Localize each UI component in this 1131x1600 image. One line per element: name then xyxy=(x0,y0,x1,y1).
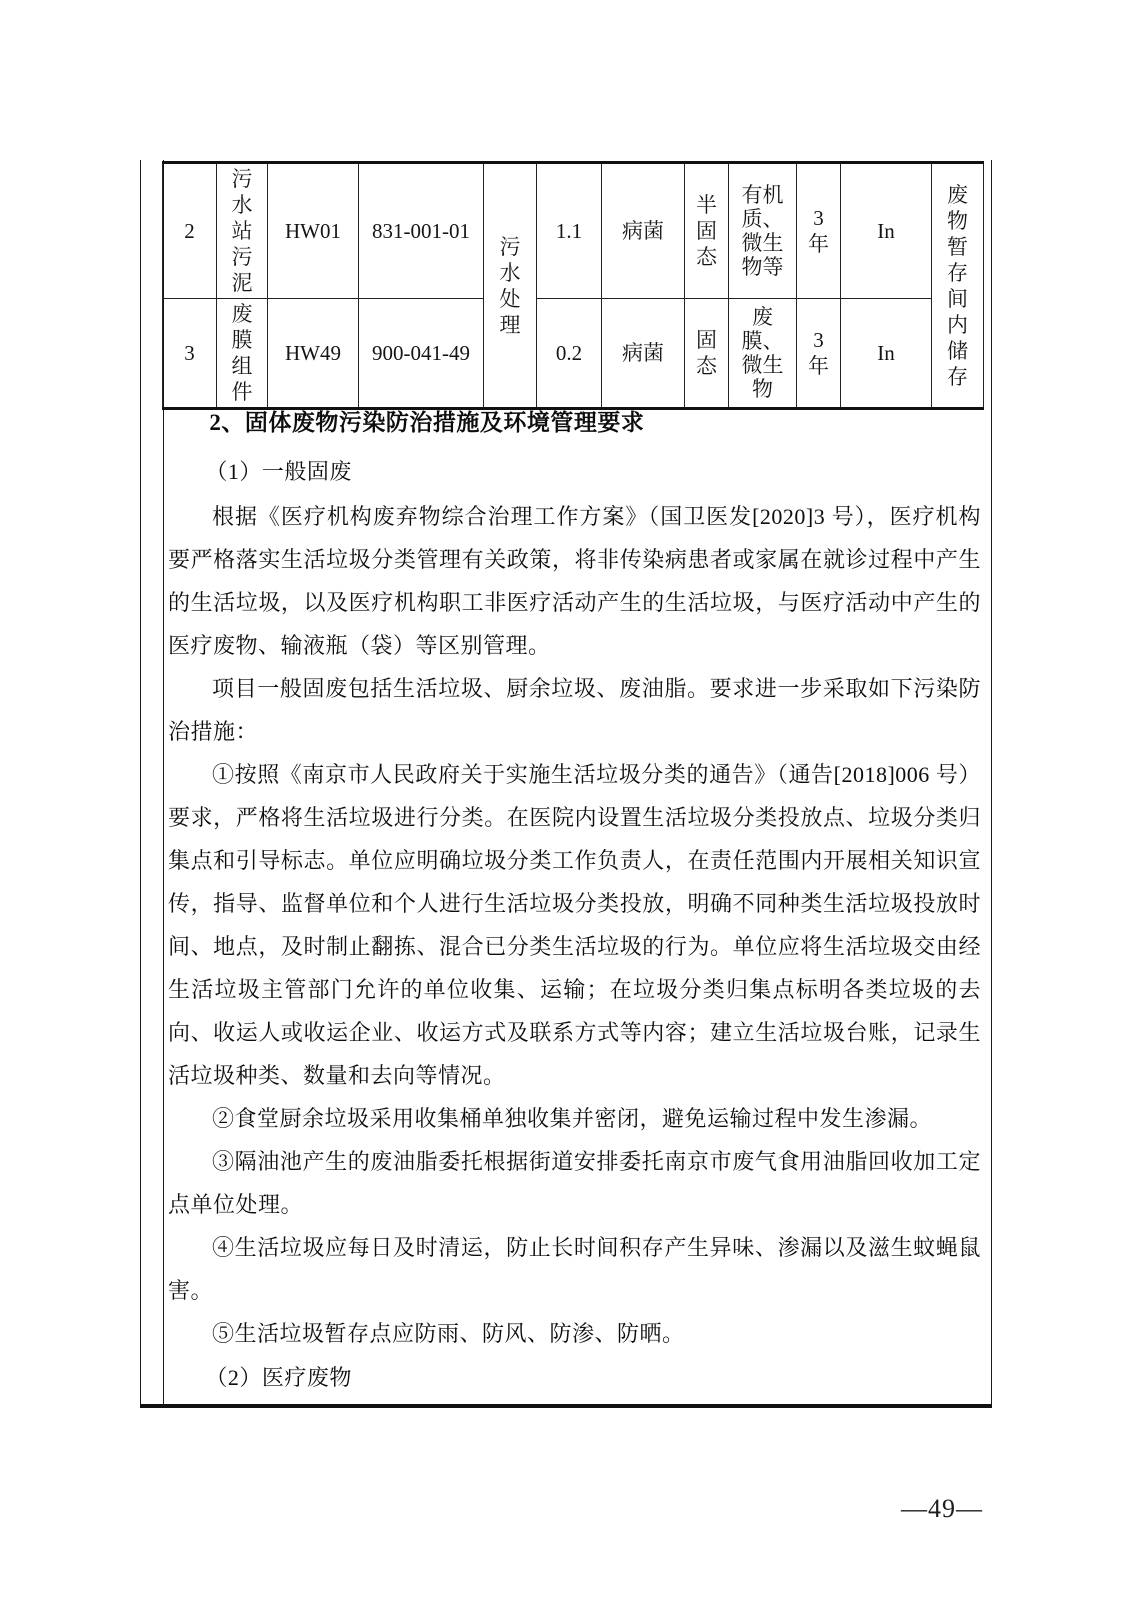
row3-amount-cell: 0.2 xyxy=(537,299,602,409)
disposal-merged-cell xyxy=(932,163,984,409)
row2-waste-name-cell xyxy=(217,163,268,299)
waste-name-text: 废膜组件 xyxy=(231,302,253,404)
table-row xyxy=(163,163,984,299)
period-text: 3年 xyxy=(808,328,829,378)
row3-waste-code-cell: 900-041-49 xyxy=(359,299,484,409)
paragraph-measure-1: ①按照《南京市人民政府关于实施生活垃圾分类的通告》（通告[2018]006 号）要求，严格将生活垃圾进行分类。在医院内设置生活垃圾分类投放点、垃圾分类归集点和引导标志。单位应明确垃圾分类工作负责人，在责任范围内开展相关知识宣传，指导、监督单位和个人进行生活垃圾分类投放，明确不同种类生活垃圾投放时间、地点，及时制止翻拣、混合已分类生活垃圾的行为。单位应将生活垃圾交由经生活垃圾主管部门允许的单位收集、运输；在垃圾分类归集点标明各类垃圾的去向、收运人或收运企业、收运方式及联系方式等内容；建立生活垃圾台账，记录生活垃圾种类、数量和去向等情况。 xyxy=(168,762,981,1088)
state-text: 半固态 xyxy=(696,193,717,269)
row2-period-cell xyxy=(797,163,841,299)
row3-number-cell: 3 xyxy=(163,299,217,409)
subsection-2-title: （2）医疗废物 xyxy=(205,1365,352,1390)
paragraph-general-waste-types: 项目一般固废包括生活垃圾、厨余垃圾、废油脂。要求进一步采取如下污染防治措施： xyxy=(168,676,981,744)
hazardous-waste-table xyxy=(162,161,984,410)
source-merged-cell xyxy=(484,163,537,409)
composition-text: 有机质、微生物等 xyxy=(741,183,784,279)
row2-composition-cell xyxy=(729,163,797,299)
subsection-1-title: （1）一般固废 xyxy=(205,459,352,484)
row3-unit-cell: In xyxy=(841,299,932,409)
page-number: —49— xyxy=(901,1494,983,1523)
body-text-area xyxy=(168,392,981,1401)
paragraph-measure-3: ③隔油池产生的废油脂委托根据街道安排委托南京市废气食用油脂回收加工定点单位处理。 xyxy=(168,1149,981,1217)
row3-hazard-cell: 病菌 xyxy=(602,299,685,409)
row2-state-cell xyxy=(685,163,729,299)
disposal-text: 废物暂存间内储存 xyxy=(947,182,968,389)
paragraph-measure-5: ⑤生活垃圾暂存点应防雨、防风、防渗、防晒。 xyxy=(212,1321,685,1346)
paragraph-measure-4: ④生活垃圾应每日及时清运，防止长时间积存产生异味、渗漏以及滋生蚊蝇鼠害。 xyxy=(168,1235,981,1303)
period-text: 3年 xyxy=(808,206,829,256)
section-heading: 2、固体废物污染防治措施及环境管理要求 xyxy=(209,410,645,435)
state-text: 固态 xyxy=(696,328,717,378)
waste-name-text: 污水站污泥 xyxy=(231,167,253,295)
row2-amount-cell: 1.1 xyxy=(537,163,602,299)
row2-hazard-cell: 病菌 xyxy=(602,163,685,299)
row2-hw-code-cell: HW01 xyxy=(268,163,359,299)
row3-hw-code-cell: HW49 xyxy=(268,299,359,409)
row2-waste-code-cell: 831-001-01 xyxy=(359,163,484,299)
row2-number-cell: 2 xyxy=(163,163,217,299)
paragraph-general-policy: 根据《医疗机构废弃物综合治理工作方案》（国卫医发[2020]3 号），医疗机构要严格落实生活垃圾分类管理有关政策，将非传染病患者或家属在就诊过程中产生的生活垃圾，以及医疗机构职工非医疗活动产生的生活垃圾，与医疗活动中产生的医疗废物、输液瓶（袋）等区别管理。 xyxy=(168,504,981,658)
paragraph-measure-2: ②食堂厨余垃圾采用收集桶单独收集并密闭，避免运输过程中发生渗漏。 xyxy=(212,1106,933,1131)
composition-text: 废膜、微生物 xyxy=(741,305,784,401)
row2-unit-cell: In xyxy=(841,163,932,299)
source-text: 污水处理 xyxy=(499,234,521,337)
